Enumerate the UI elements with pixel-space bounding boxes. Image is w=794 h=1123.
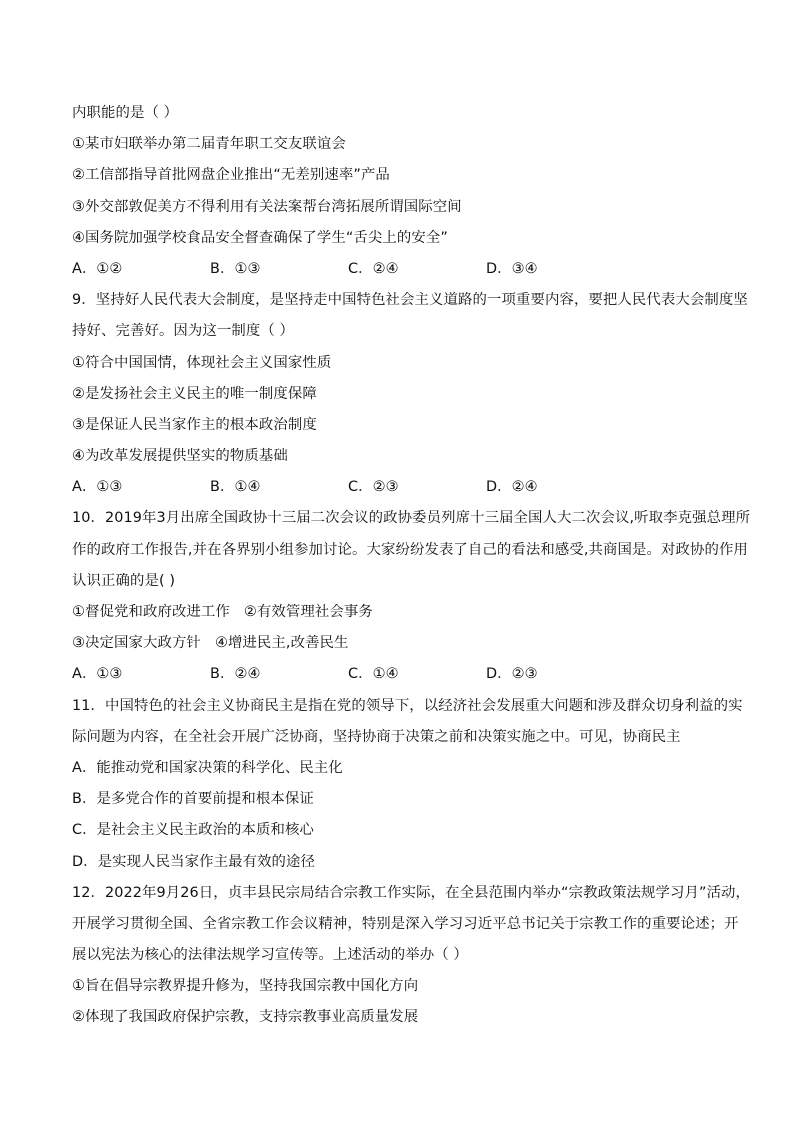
q12-stem-line-2: 开展学习贯彻全国、全省宗教工作会议精神，特别是深入学习习近平总书记关于宗教工作的重要论述；开 [72,915,739,932]
exam-page [72,98,751,1034]
q10-item-1: ①督促党和政府改进工作 [72,604,230,620]
q11-option-a: A．能推动党和国家决策的科学化、民主化 [72,759,343,776]
q10-item-4: ④增进民主,改善民生 [214,635,349,652]
q9-stem-line-1: 9．坚持好人民代表大会制度，是坚持走中国特色社会主义道路的一项重要内容，要把人民代表大会制度坚 [72,292,748,309]
q10-option-a: A．①③ [72,666,123,683]
q11-option-b: B．是多党合作的首要前提和根本保证 [72,791,314,808]
q12-item-1: ①旨在倡导宗教界提升修为，坚持我国宗教中国化方向 [72,978,419,995]
q9-item-4: ④为改革发展提供坚实的物质基础 [72,448,288,465]
q9-option-b: B．①④ [210,479,261,496]
q9-item-1: ①符合中国国情，体现社会主义国家性质 [72,354,332,371]
q11-stem-line-2: 际问题为内容，在全社会开展广泛协商，坚持协商于决策之前和决策实施之中。可见，协商民主 [72,728,681,745]
q12-stem-line-3: 展以宪法为核心的法律法规学习宣传等。上述活动的举办（ ） [72,947,468,964]
q10-options [72,659,732,690]
q10-item-row-1 [72,597,732,628]
q9-option-d: D．②④ [486,479,538,496]
q10-option-d: D．②③ [486,666,538,683]
q9-item-3: ③是保证人民当家作主的根本政治制度 [72,416,317,433]
q10-option-c: C．①④ [348,666,399,683]
q10-item-2: ②有效管理社会事务 [243,604,373,620]
q8-item-1: ①某市妇联举办第二届青年职工交友联谊会 [72,136,346,153]
q10-stem-line-2: 作的政府工作报告,并在各界别小组参加讨论。大家纷纷发表了自己的看法和感受,共商国是。对政协的作用 [72,541,748,558]
q8-options [72,254,732,285]
q10-item-row-2 [72,628,732,659]
q8-item-4: ④国务院加强学校食品安全督查确保了学生“舌尖上的安全” [72,229,448,246]
q10-item-3: ③决定国家大政方针 [72,635,201,652]
q9-stem-line-2: 持好、完善好。因为这一制度（ ） [72,323,295,340]
q8-option-d: D．③④ [486,260,538,277]
q12-stem-line-1: 12．2022年9月26日，贞丰县民宗局结合宗教工作实际，在全县范围内举办“宗教政策法规学习月”活动， [72,884,751,901]
q10-option-b: B．②④ [210,666,261,683]
q9-item-2: ②是发扬社会主义民主的唯一制度保障 [72,385,317,402]
q8-option-c: C．②④ [348,260,399,277]
q10-stem-line-1: 10．2019年3月出席全国政协十三届二次会议的政协委员列席十三届全国人大二次会议,听取李克强总理所 [72,510,751,527]
q12-item-2: ②体现了我国政府保护宗教，支持宗教事业高质量发展 [72,1009,419,1026]
q8-option-a: A．①② [72,260,123,277]
q8-item-2: ②工信部指导首批网盘企业推出“无差别速率”产品 [72,167,390,184]
q10-stem-line-3: 认识正确的是( ) [72,572,176,589]
q9-option-a: A．①③ [72,479,123,496]
q11-option-c: C．是社会主义民主政治的本质和核心 [72,822,314,839]
q9-options [72,472,732,503]
q11-option-d: D．是实现人民当家作主最有效的途径 [72,853,316,870]
q8-item-3: ③外交部敦促美方不得利用有关法案帮台湾拓展所谓国际空间 [72,198,462,215]
q8-stem-tail: 内职能的是（ ） [72,105,179,121]
q11-stem-line-1: 11．中国特色的社会主义协商民主是指在党的领导下，以经济社会发展重大问题和涉及群众切身利益的实 [72,697,743,714]
q8-option-b: B．①③ [210,260,261,277]
q9-option-c: C．②③ [348,479,399,496]
